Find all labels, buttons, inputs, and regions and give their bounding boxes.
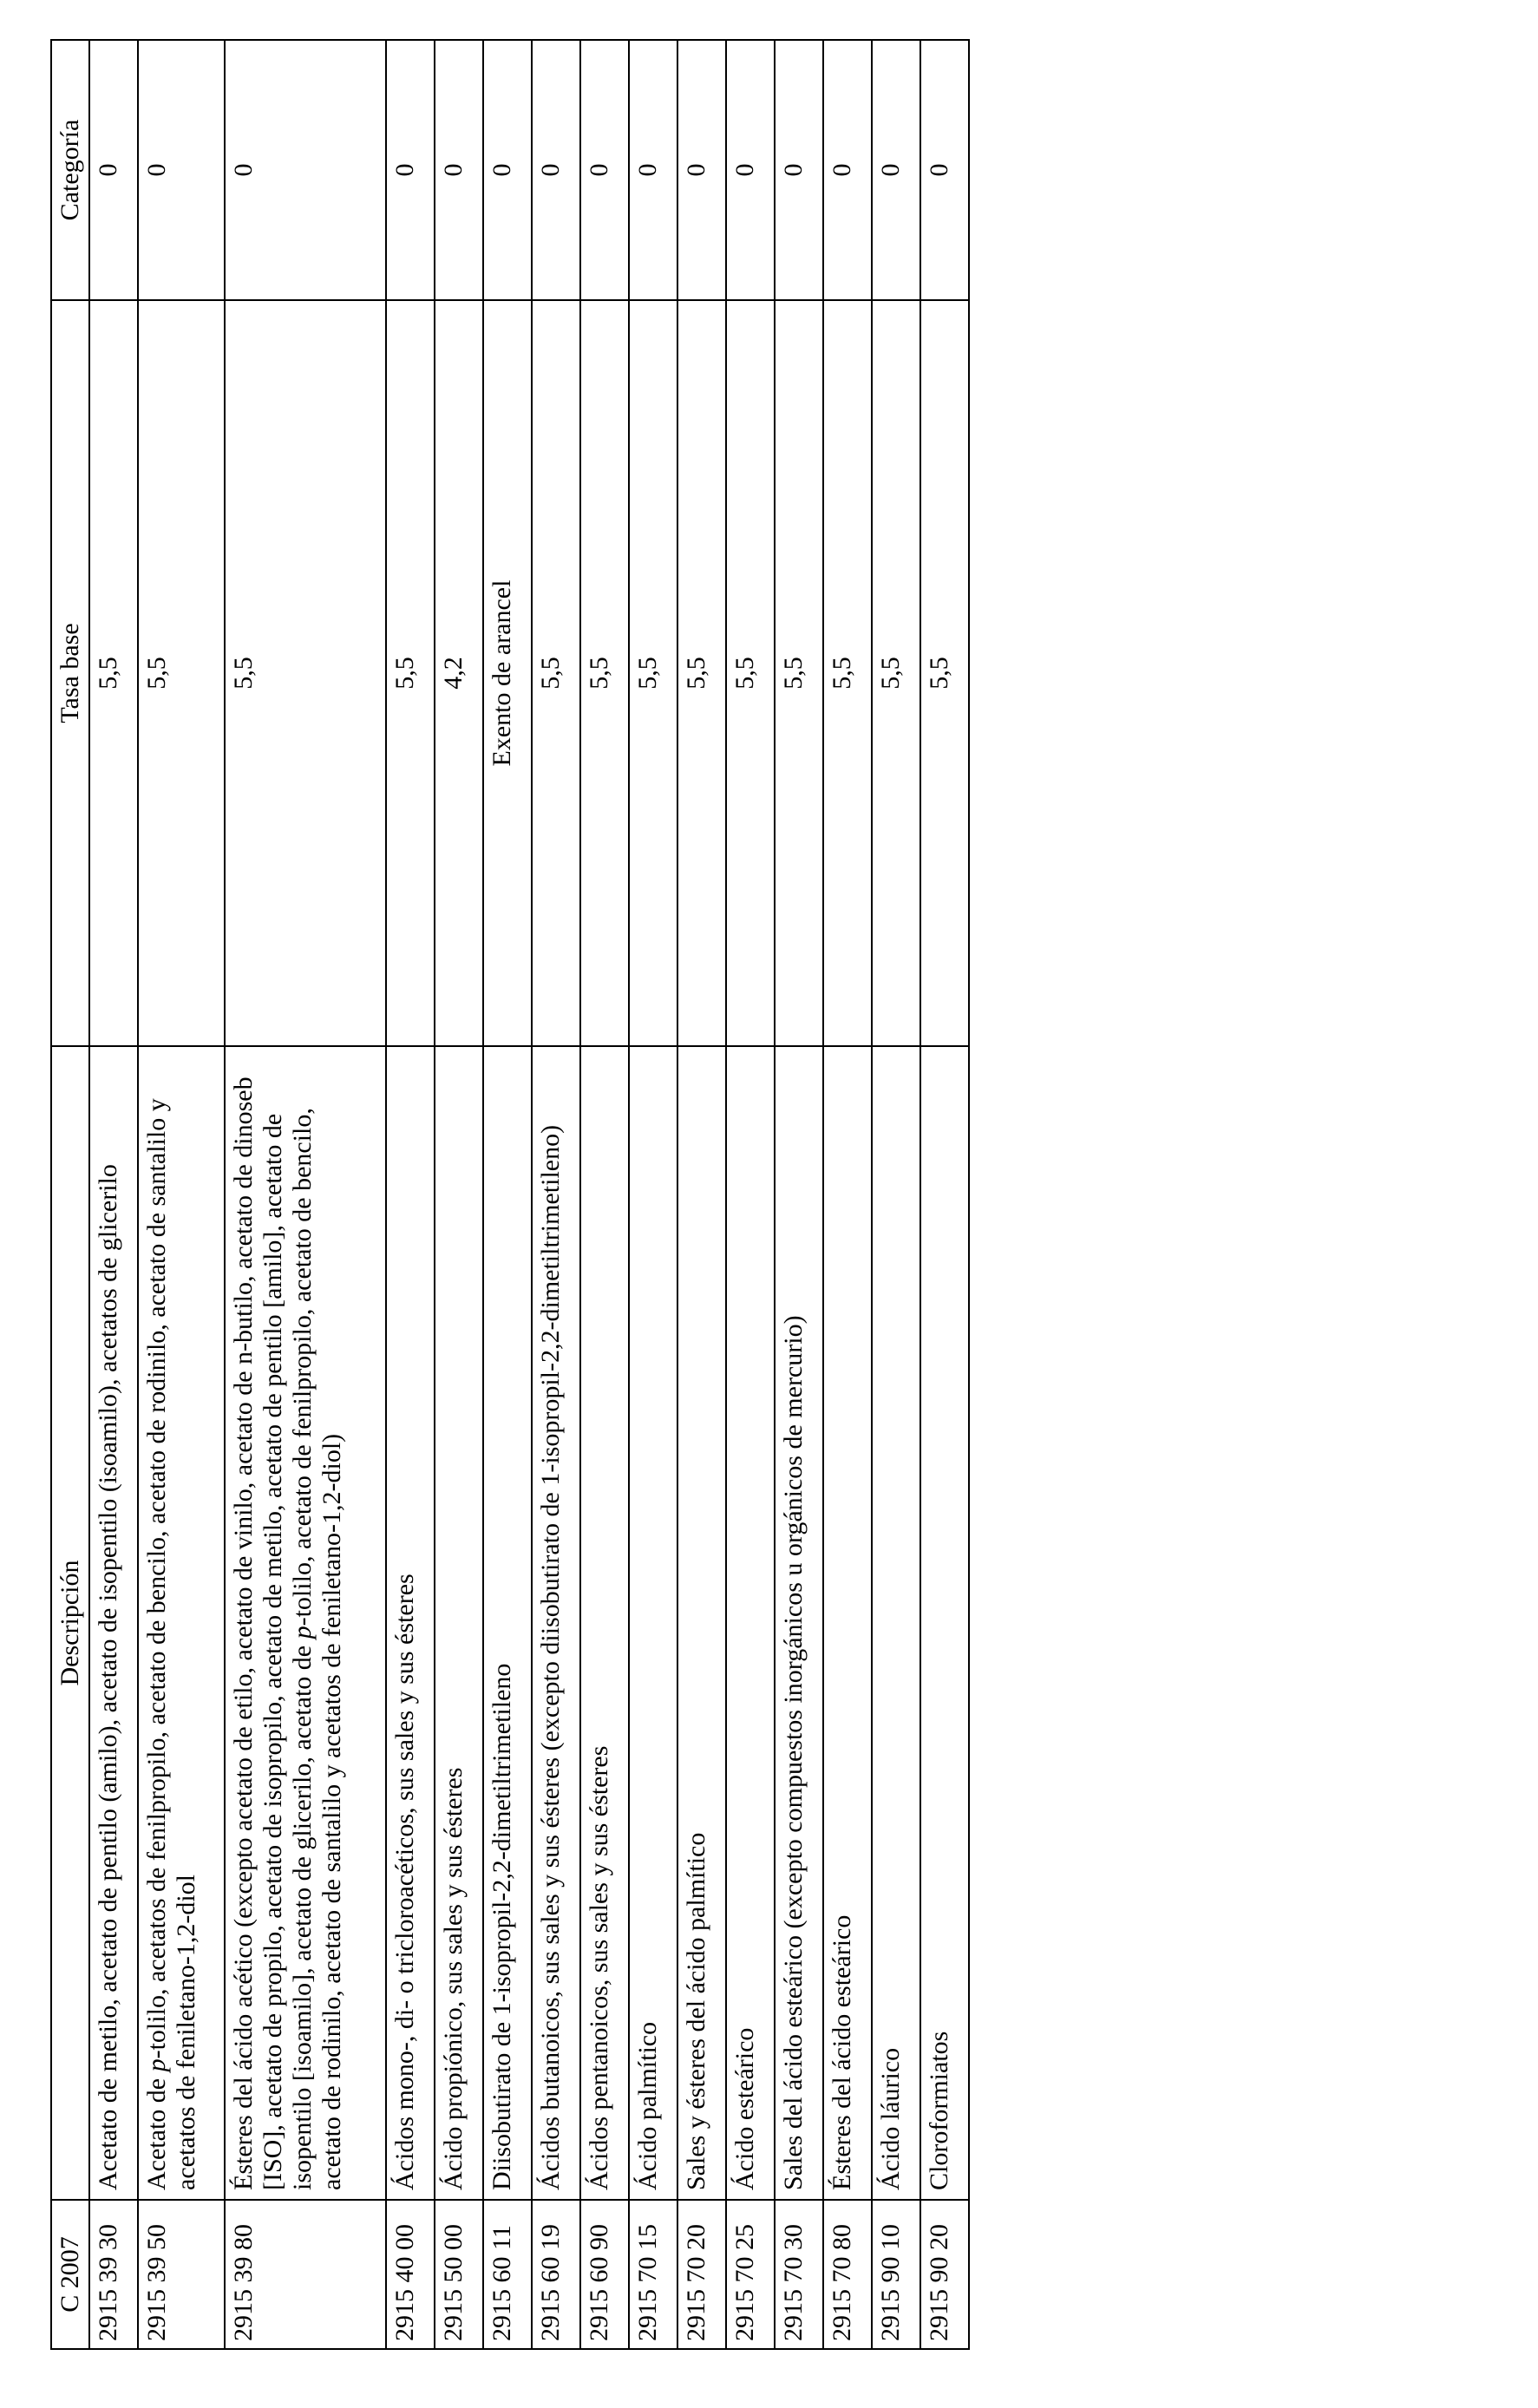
cell-rate: 5,5	[775, 300, 823, 1046]
cell-rate: 5,5	[726, 300, 775, 1046]
cell-code: 2915 39 30	[89, 2200, 138, 2349]
cell-description: Ácidos pentanoicos, sus sales y sus ésteres	[580, 1046, 629, 2200]
cell-rate: 5,5	[532, 300, 580, 1046]
cell-category: 0	[532, 40, 580, 300]
cell-rate: 4,2	[435, 300, 483, 1046]
cell-code: 2915 40 00	[386, 2200, 435, 2349]
table-row	[920, 40, 969, 2349]
cell-code: 2915 90 10	[872, 2200, 920, 2349]
cell-description: Ácidos mono-, di- o tricloroacéticos, sus sales y sus ésteres	[386, 1046, 435, 2200]
cell-code: 2915 60 90	[580, 2200, 629, 2349]
cell-code: 2915 90 20	[920, 2200, 969, 2349]
table-row	[629, 40, 677, 2349]
cell-category: 0	[872, 40, 920, 300]
cell-description: Ácido palmítico	[629, 1046, 677, 2200]
cell-rate: 5,5	[386, 300, 435, 1046]
cell-category: 0	[138, 40, 224, 300]
table-row	[775, 40, 823, 2349]
cell-description: Ácidos butanoicos, sus sales y sus ésteres (excepto diisobutirato de 1-isopropil-2,2-dimetiltrimetileno)	[532, 1046, 580, 2200]
table-row	[532, 40, 580, 2349]
cell-description: Diisobutirato de 1-isopropil-2,2-dimetiltrimetileno	[483, 1046, 532, 2200]
cell-code: 2915 70 80	[823, 2200, 872, 2349]
table-row	[435, 40, 483, 2349]
header-code: C 2007	[51, 2200, 89, 2349]
cell-category: 0	[920, 40, 969, 300]
table-row	[580, 40, 629, 2349]
rotated-tariff-table	[50, 41, 970, 2350]
cell-category: 0	[823, 40, 872, 300]
cell-rate: 5,5	[225, 300, 386, 1046]
cell-category: 0	[435, 40, 483, 300]
cell-category: 0	[677, 40, 726, 300]
table-row	[823, 40, 872, 2349]
cell-description: Ácido láurico	[872, 1046, 920, 2200]
cell-code: 2915 70 25	[726, 2200, 775, 2349]
cell-rate: 5,5	[677, 300, 726, 1046]
cell-rate: Exento de arancel	[483, 300, 532, 1046]
cell-category: 0	[483, 40, 532, 300]
cell-description: Sales y ésteres del ácido palmítico	[677, 1046, 726, 2200]
table-row	[89, 40, 138, 2349]
cell-rate: 5,5	[823, 300, 872, 1046]
cell-description: Ésteres del ácido acético (excepto acetato de etilo, acetato de vinilo, acetato de n-butilo, acetato de dinoseb [ISO], acetato de propilo, acetato de isopropilo, acetato de metilo, acetato de pentilo [amilo], acetato de isopentilo [isoamilo], acetato de glicerilo, acetato de p-tolilo, acetato de fenilpropilo, acetato de bencilo, acetato de rodinilo, acetato de santalilo y acetatos de feniletano-1,2-diol)	[225, 1046, 386, 2200]
cell-code: 2915 70 15	[629, 2200, 677, 2349]
cell-category: 0	[225, 40, 386, 300]
cell-code: 2915 60 11	[483, 2200, 532, 2349]
table-row	[138, 40, 224, 2349]
table-row	[726, 40, 775, 2349]
header-category: Categoría	[51, 40, 89, 300]
table-row	[872, 40, 920, 2349]
cell-code: 2915 50 00	[435, 2200, 483, 2349]
cell-rate: 5,5	[920, 300, 969, 1046]
cell-description: Ácido esteárico	[726, 1046, 775, 2200]
cell-code: 2915 39 50	[138, 2200, 224, 2349]
header-row	[51, 40, 89, 2349]
cell-rate: 5,5	[138, 300, 224, 1046]
table-row	[386, 40, 435, 2349]
header-description: Descripción	[51, 1046, 89, 2200]
cell-code: 2915 70 30	[775, 2200, 823, 2349]
cell-rate: 5,5	[629, 300, 677, 1046]
table-row	[677, 40, 726, 2349]
tariff-table	[50, 39, 970, 2350]
cell-description: Cloroformiatos	[920, 1046, 969, 2200]
table-body	[89, 40, 969, 2349]
cell-category: 0	[726, 40, 775, 300]
cell-description: Ácido propiónico, sus sales y sus ésteres	[435, 1046, 483, 2200]
italic-prefix: p	[287, 1626, 317, 1639]
cell-category: 0	[89, 40, 138, 300]
cell-code: 2915 39 80	[225, 2200, 386, 2349]
cell-category: 0	[386, 40, 435, 300]
table-row	[483, 40, 532, 2349]
table-row	[225, 40, 386, 2349]
table-header	[51, 40, 89, 2349]
cell-rate: 5,5	[89, 300, 138, 1046]
cell-description: Ésteres del ácido esteárico	[823, 1046, 872, 2200]
cell-description: Sales del ácido esteárico (excepto compuestos inorgánicos u orgánicos de mercurio)	[775, 1046, 823, 2200]
cell-category: 0	[629, 40, 677, 300]
cell-description: Acetato de p-tolilo, acetatos de fenilpropilo, acetato de bencilo, acetato de rodinilo, acetato de santalilo y acetatos de feniletano-1,2-diol	[138, 1046, 224, 2200]
cell-category: 0	[580, 40, 629, 300]
italic-prefix: p	[142, 2058, 172, 2072]
cell-code: 2915 70 20	[677, 2200, 726, 2349]
cell-description: Acetato de metilo, acetato de pentilo (amilo), acetato de isopentilo (isoamilo), acetatos de glicerilo	[89, 1046, 138, 2200]
cell-category: 0	[775, 40, 823, 300]
cell-code: 2915 60 19	[532, 2200, 580, 2349]
cell-rate: 5,5	[580, 300, 629, 1046]
cell-rate: 5,5	[872, 300, 920, 1046]
header-rate: Tasa base	[51, 300, 89, 1046]
